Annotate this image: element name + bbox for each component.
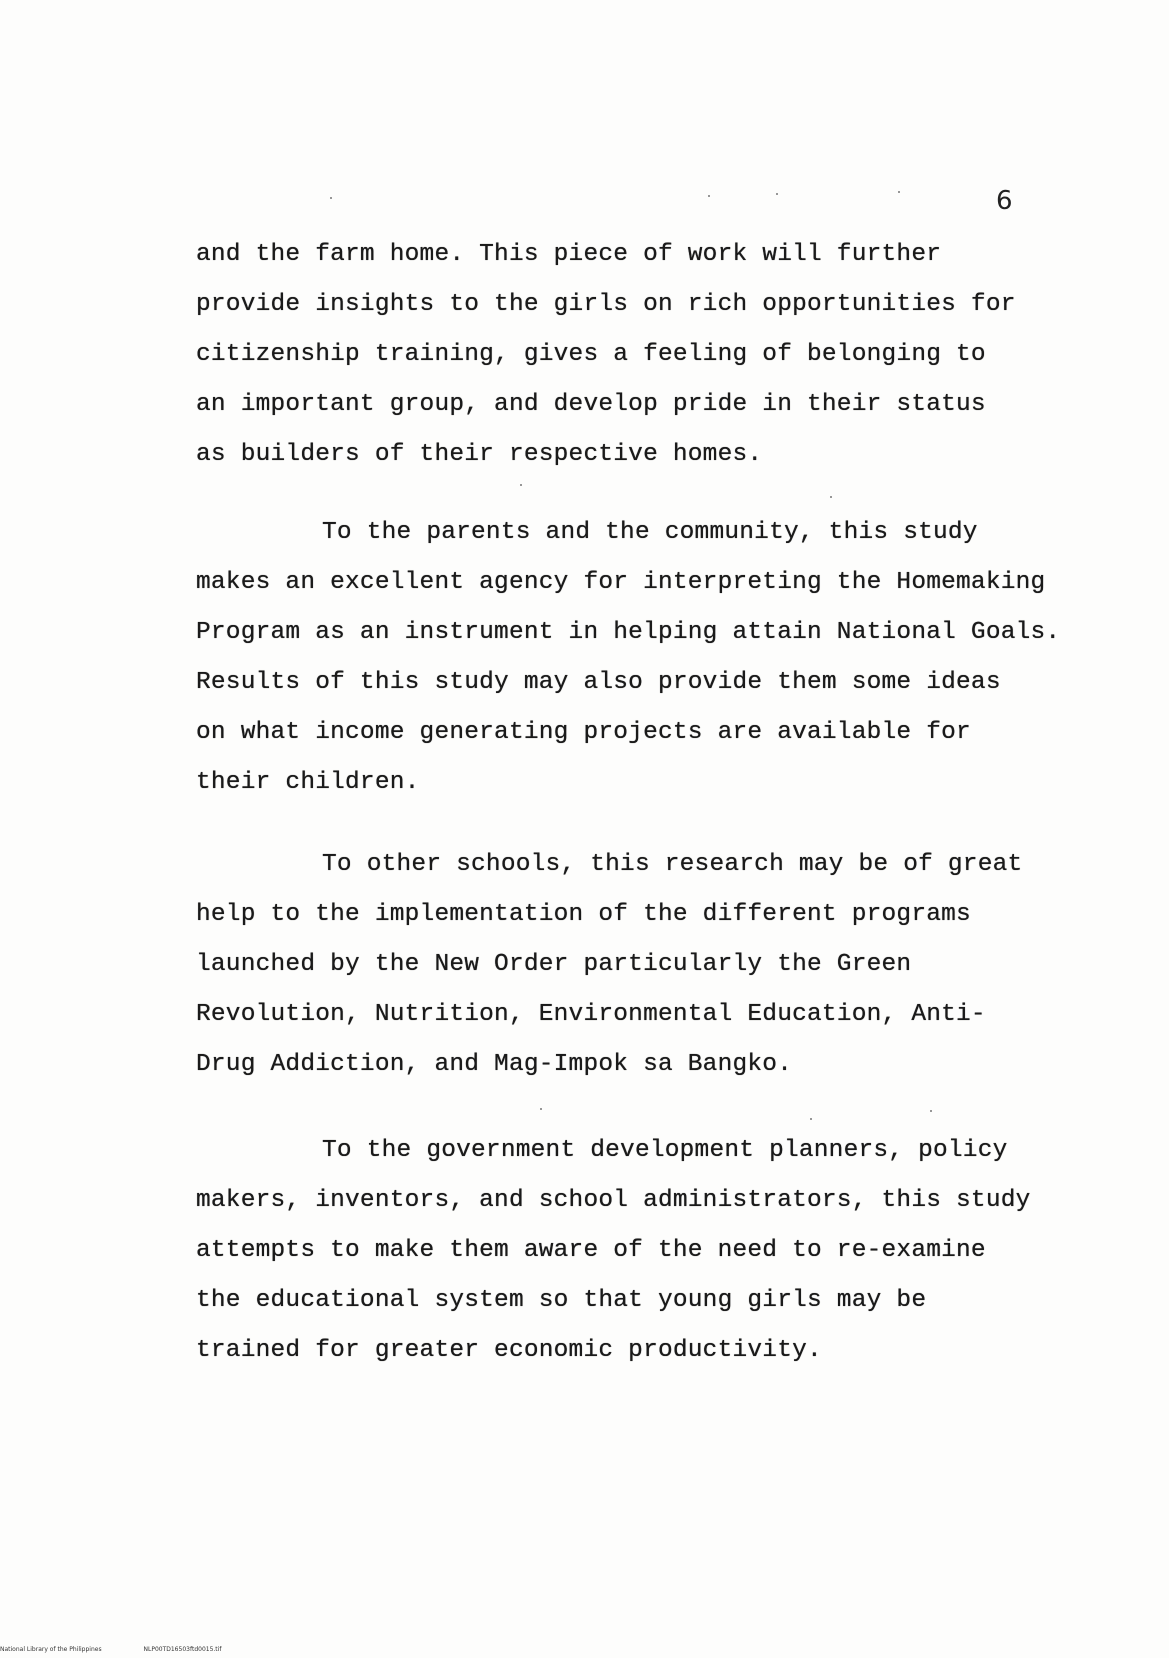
- text-line: on what income generating projects are available for: [196, 719, 971, 746]
- paragraph-4: [196, 1126, 1136, 1376]
- text-line: launched by the New Order particularly the Green: [196, 951, 912, 978]
- text-line: Drug Addiction, and Mag-Impok sa Bangko.: [196, 1051, 793, 1078]
- text-line: trained for greater economic productivity.: [196, 1337, 822, 1364]
- page-number: 6: [996, 186, 1013, 216]
- scan-speck: [810, 1118, 812, 1120]
- text-line: attempts to make them aware of the need to re-examine: [196, 1237, 986, 1264]
- scan-speck: [830, 496, 832, 498]
- text-line: Program as an instrument in helping attain National Goals.: [196, 619, 1061, 646]
- text-line: their children.: [196, 769, 420, 796]
- scan-footer: [0, 1646, 261, 1653]
- text-line: makers, inventors, and school administrators, this study: [196, 1187, 1031, 1214]
- text-line: help to the implementation of the different programs: [196, 901, 971, 928]
- text-line: citizenship training, gives a feeling of belonging to: [196, 341, 986, 368]
- text-line: an important group, and develop pride in their status: [196, 391, 986, 418]
- text-line: Results of this study may also provide them some ideas: [196, 669, 1001, 696]
- text-line: makes an excellent agency for interpreting the Homemaking: [196, 569, 1046, 596]
- scan-speck: [520, 484, 522, 486]
- text-line: To the government development planners, policy: [322, 1137, 1008, 1164]
- text-line: Revolution, Nutrition, Environmental Education, Anti-: [196, 1001, 986, 1028]
- text-line: To other schools, this research may be of great: [322, 851, 1023, 878]
- text-line: and the farm home. This piece of work will further: [196, 241, 942, 268]
- paragraph-2: [196, 508, 1136, 808]
- scan-speck: [930, 1110, 932, 1112]
- paragraph-3: [196, 840, 1136, 1090]
- footer-library: National Library of the Philippines: [0, 1646, 102, 1653]
- text-line: provide insights to the girls on rich opportunities for: [196, 291, 1016, 318]
- scan-speck: [776, 193, 778, 195]
- scan-speck: [898, 191, 900, 193]
- text-line: To the parents and the community, this study: [322, 519, 978, 546]
- scan-speck: [708, 195, 710, 197]
- paragraph-1: [196, 230, 1136, 480]
- footer-file-id: NLP00TD16503ftd0015.tif: [143, 1646, 222, 1653]
- text-line: the educational system so that young girls may be: [196, 1287, 927, 1314]
- text-line: as builders of their respective homes.: [196, 441, 763, 468]
- scan-speck: [540, 1108, 542, 1110]
- scan-speck: [330, 197, 332, 199]
